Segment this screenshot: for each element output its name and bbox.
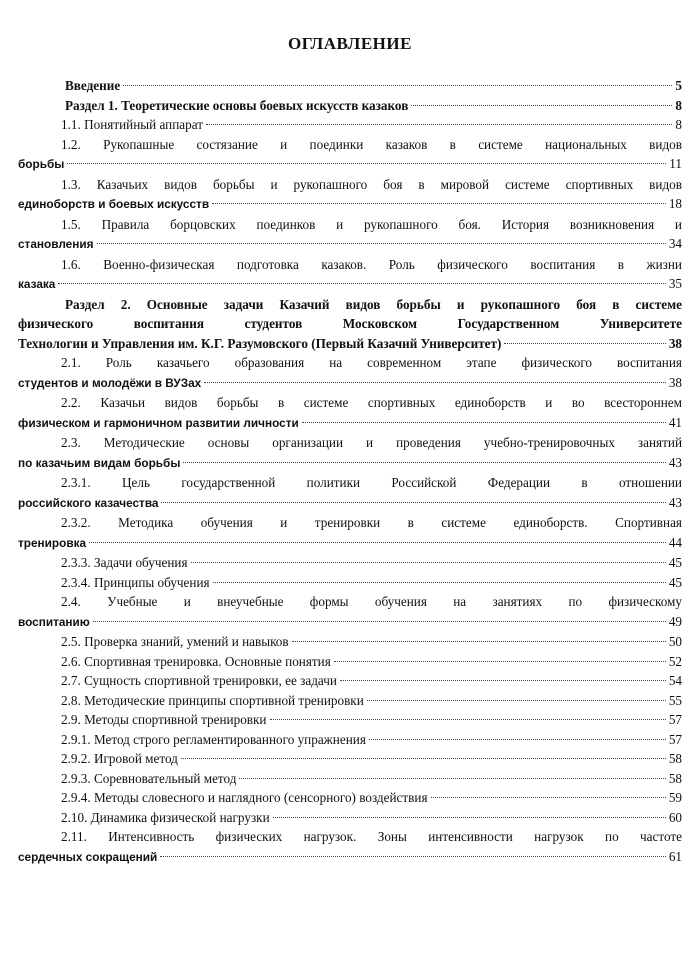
page-number: 61 bbox=[668, 848, 682, 864]
page-number: 59 bbox=[668, 790, 682, 805]
toc-entry-text: 2.3.3. Задачи обучения bbox=[61, 555, 188, 570]
toc-entry bbox=[18, 135, 682, 175]
toc-entry bbox=[18, 175, 682, 215]
toc-entry-text: 2.3.1. Цель государственной политики Российской Федерации в отношении bbox=[61, 475, 682, 490]
toc-entry bbox=[18, 433, 682, 473]
toc-entry-text: 2.9.2. Игровой метод bbox=[61, 751, 178, 766]
page-number: 8 bbox=[675, 97, 682, 113]
toc-entry bbox=[18, 553, 682, 573]
toc-entry-text: Раздел 2. Основные задачи Казачий видов борьбы и рукопашного боя в системе bbox=[65, 296, 682, 312]
toc-entry-text: 2.9.1. Метод строго регламентированного упражнения bbox=[61, 731, 366, 747]
dot-leader bbox=[213, 582, 666, 583]
dot-leader bbox=[89, 542, 666, 543]
page-number: 38 bbox=[668, 374, 682, 390]
toc-entry-text: становления bbox=[18, 237, 94, 251]
toc-entry bbox=[18, 730, 682, 750]
dot-leader bbox=[302, 422, 666, 423]
toc-entry-text: по казачьим видам борьбы bbox=[18, 455, 181, 470]
dot-leader bbox=[367, 700, 666, 701]
toc-entry-text: 1.3. Казачьих видов борьбы и рукопашного боя в мировой системе спортивных видов bbox=[61, 176, 682, 192]
page-number: 45 bbox=[668, 574, 682, 590]
toc-entry-text: 2.7. Сущность спортивной тренировки, ее задачи bbox=[61, 673, 337, 688]
toc-entry-text: борьбы bbox=[18, 157, 65, 171]
dot-leader bbox=[504, 343, 665, 344]
page-number: 52 bbox=[668, 653, 682, 669]
toc-entry-text: 1.5. Правила борцовских поединков и рукопашного боя. История возникновения и bbox=[61, 216, 682, 232]
page-number: 60 bbox=[668, 809, 682, 825]
page-number: 50 bbox=[668, 634, 682, 649]
toc-entry bbox=[18, 295, 682, 354]
page-number: 55 bbox=[668, 692, 682, 708]
dot-leader bbox=[160, 856, 666, 857]
toc-entry-text: Технологии и Управления им. К.Г. Разумовского (Первый Казачий Университет) bbox=[18, 335, 502, 351]
toc-entry bbox=[18, 788, 682, 808]
toc-entry bbox=[18, 513, 682, 553]
toc-entry-text: студентов и молодёжи в ВУЗах bbox=[18, 375, 202, 390]
dot-leader bbox=[93, 621, 666, 622]
dot-leader bbox=[206, 124, 672, 125]
page-number: 54 bbox=[668, 673, 682, 688]
toc-entry-text: 1.1. Понятийный аппарат bbox=[61, 117, 203, 132]
toc-entry-text: физического воспитания студентов Московском Государственном Университете bbox=[18, 316, 682, 331]
toc-entry-text: Раздел 1. Теоретические основы боевых искусств казаков bbox=[65, 97, 409, 113]
dot-leader bbox=[67, 163, 666, 164]
toc-entry-text: российского казачества bbox=[18, 495, 159, 510]
toc-entry-text: физическом и гармоничном развитии личности bbox=[18, 415, 299, 430]
page-number: 57 bbox=[668, 712, 682, 727]
page-number: 41 bbox=[668, 414, 682, 430]
toc-entry bbox=[18, 215, 682, 255]
toc-entry bbox=[18, 671, 682, 691]
toc-entry-text: 2.1. Роль казачьего образования на современном этапе физического воспитания bbox=[61, 355, 682, 370]
toc-entry bbox=[18, 255, 682, 295]
page-number: 34 bbox=[668, 236, 682, 251]
dot-leader bbox=[191, 562, 666, 563]
page-title: ОГЛАВЛЕНИЕ bbox=[288, 34, 412, 53]
dot-leader bbox=[161, 502, 665, 503]
page-number: 58 bbox=[668, 751, 682, 766]
dot-leader bbox=[340, 680, 666, 681]
toc-entry-text: 2.11. Интенсивность физических нагрузок. Зоны интенсивности нагрузок по частоте bbox=[61, 829, 682, 844]
toc-entry bbox=[18, 632, 682, 652]
toc-entry-text: 2.4. Учебные и внеучебные формы обучения на занятиях по физическому bbox=[61, 594, 682, 609]
dot-leader bbox=[369, 739, 666, 740]
page-number: 57 bbox=[668, 731, 682, 747]
toc-entry bbox=[18, 749, 682, 769]
dot-leader bbox=[97, 243, 666, 244]
toc-entry bbox=[18, 710, 682, 730]
page-number: 49 bbox=[668, 613, 682, 629]
toc-entry bbox=[18, 691, 682, 711]
page-number: 58 bbox=[668, 770, 682, 786]
toc-entry bbox=[18, 652, 682, 672]
toc-entry-text: Введение bbox=[65, 78, 121, 93]
toc-entry-text: 2.6. Спортивная тренировка. Основные понятия bbox=[61, 653, 331, 669]
dot-leader bbox=[183, 462, 665, 463]
dot-leader bbox=[411, 105, 672, 106]
toc-entry bbox=[18, 96, 682, 116]
dot-leader bbox=[58, 283, 665, 284]
toc-entry-text: 2.10. Динамика физической нагрузки bbox=[61, 809, 270, 825]
toc-entry-text: 2.9.3. Соревновательный метод bbox=[61, 770, 237, 786]
dot-leader bbox=[273, 817, 666, 818]
toc-entry-text: 2.8. Методические принципы спортивной тренировки bbox=[61, 692, 364, 708]
toc-entry bbox=[18, 473, 682, 513]
toc-entry-text: 1.6. Военно-физическая подготовка казаков. Роль физического воспитания в жизни bbox=[61, 256, 682, 272]
page-number: 35 bbox=[668, 276, 682, 291]
toc-entry bbox=[18, 592, 682, 632]
toc-entry-text: сердечных сокращений bbox=[18, 849, 158, 864]
dot-leader bbox=[123, 85, 672, 86]
dot-leader bbox=[212, 203, 666, 204]
toc-entry bbox=[18, 573, 682, 593]
dot-leader bbox=[181, 758, 666, 759]
toc-entry-text: 1.2. Рукопашные состязание и поединки казаков в системе национальных видов bbox=[61, 136, 682, 152]
page-number: 43 bbox=[668, 454, 682, 470]
table-of-contents bbox=[18, 76, 682, 867]
dot-leader bbox=[270, 719, 666, 720]
toc-entry-text: воспитанию bbox=[18, 614, 90, 629]
page-number: 11 bbox=[669, 156, 682, 171]
toc-entry bbox=[18, 808, 682, 828]
dot-leader bbox=[292, 641, 666, 642]
toc-entry bbox=[18, 115, 682, 135]
toc-entry bbox=[18, 353, 682, 393]
toc-entry-text: 2.2. Казачьи видов борьбы в системе спортивных единоборств и во всестороннем bbox=[61, 395, 682, 410]
toc-entry bbox=[18, 76, 682, 96]
toc-entry-text: тренировка bbox=[18, 535, 87, 550]
toc-entry-text: 2.9.4. Методы словесного и наглядного (сенсорного) воздействия bbox=[61, 790, 428, 805]
toc-entry-text: 2.9. Методы спортивной тренировки bbox=[61, 712, 267, 727]
dot-leader bbox=[334, 661, 666, 662]
toc-entry-text: 2.3.2. Методика обучения и тренировки в системе единоборств. Спортивная bbox=[61, 515, 682, 530]
dot-leader bbox=[239, 778, 665, 779]
page-number: 8 bbox=[675, 117, 682, 132]
toc-entry bbox=[18, 769, 682, 789]
toc-entry-text: 2.3. Методические основы организации и проведения учебно-тренировочных занятий bbox=[61, 435, 682, 450]
page-number: 18 bbox=[668, 196, 682, 211]
page-number: 43 bbox=[668, 494, 682, 510]
dot-leader bbox=[204, 382, 666, 383]
toc-entry-text: 2.5. Проверка знаний, умений и навыков bbox=[61, 634, 289, 649]
toc-entry-text: единоборств и боевых искусств bbox=[18, 197, 210, 211]
page-number: 44 bbox=[668, 534, 682, 550]
page-number: 38 bbox=[668, 335, 682, 351]
toc-entry-text: казака bbox=[18, 277, 56, 291]
toc-entry bbox=[18, 827, 682, 867]
page-number: 45 bbox=[668, 555, 682, 570]
dot-leader bbox=[431, 797, 666, 798]
toc-entry-text: 2.3.4. Принципы обучения bbox=[61, 574, 210, 590]
page-number: 5 bbox=[675, 78, 682, 93]
toc-entry bbox=[18, 393, 682, 433]
